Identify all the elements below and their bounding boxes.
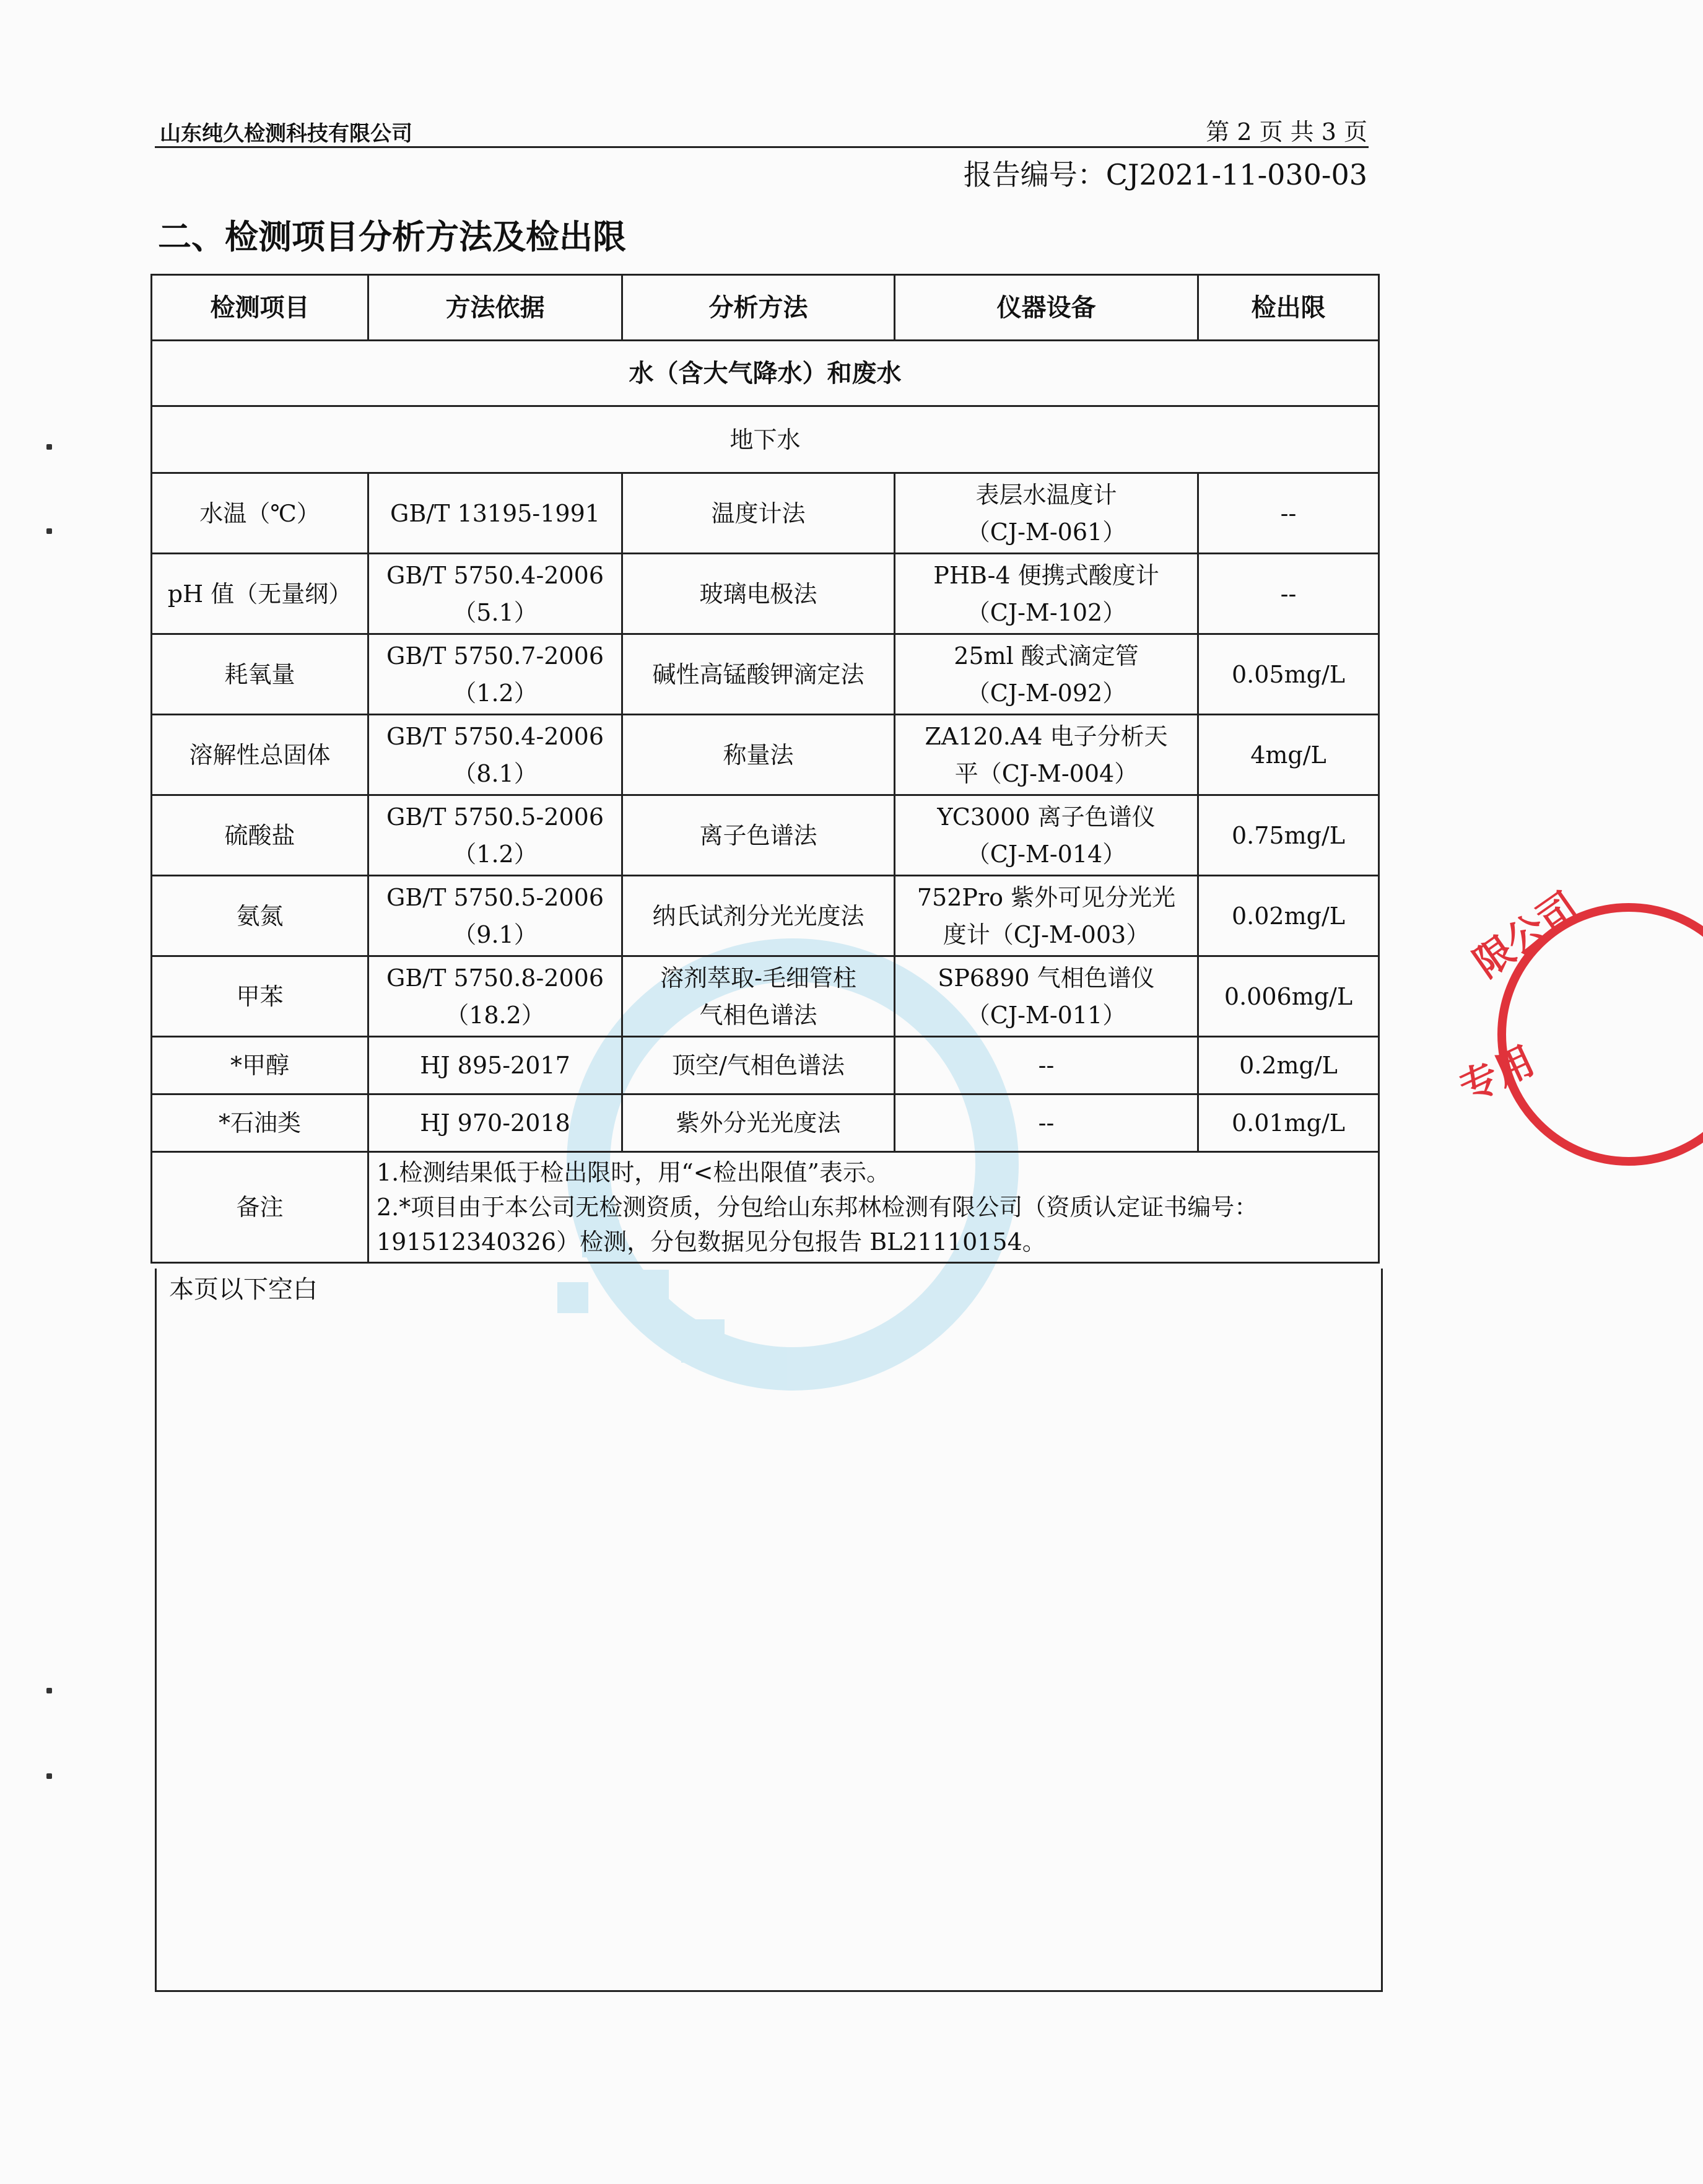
- column-header: 检测项目: [152, 275, 368, 341]
- method-cell: 顶空/气相色谱法: [622, 1037, 895, 1094]
- limit-cell: 0.75mg/L: [1198, 795, 1379, 876]
- subcategory-row: [152, 406, 1379, 473]
- instrument-cell: ZA120.A4 电子分析天 平（CJ-M-004）: [895, 715, 1198, 795]
- method-cell: 紫外分光光度法: [622, 1094, 895, 1152]
- item-cell: *石油类: [152, 1094, 368, 1152]
- item-cell: 硫酸盐: [152, 795, 368, 876]
- seal-text-bottom: 专用: [1452, 1037, 1541, 1111]
- limit-cell: 0.2mg/L: [1198, 1037, 1379, 1094]
- table-row: [152, 876, 1379, 956]
- item-cell: 耗氧量: [152, 634, 368, 715]
- binder-hole: [46, 1773, 52, 1779]
- category-row: [152, 341, 1379, 406]
- method-cell: 称量法: [622, 715, 895, 795]
- method-cell: 温度计法: [622, 473, 895, 554]
- company-name: 山东纯久检测科技有限公司: [160, 121, 412, 146]
- method-cell: 玻璃电极法: [622, 554, 895, 634]
- company-seal-icon: [1443, 883, 1703, 1171]
- header-divider: [155, 146, 1369, 148]
- table-header-row: [152, 275, 1379, 341]
- report-number: 报告编号：CJ2021-11-030-03: [963, 158, 1367, 191]
- column-header: 仪器设备: [895, 275, 1198, 341]
- table-row: [152, 956, 1379, 1037]
- basis-cell: GB/T 5750.4-2006 （5.1）: [368, 554, 622, 634]
- category-label: 水（含大气降水）和废水: [152, 341, 1379, 406]
- limit-cell: 0.006mg/L: [1198, 956, 1379, 1037]
- method-cell: 纳氏试剂分光光度法: [622, 876, 895, 956]
- basis-cell: GB/T 5750.5-2006 （9.1）: [368, 876, 622, 956]
- note-line: 2.*项目由于本公司无检测资质，分包给山东邦林检测有限公司（资质认定证书编号：191512340326）检测，分包数据见分包报告 BL21110154。: [377, 1194, 1258, 1256]
- instrument-cell: 752Pro 紫外可见分光光 度计（CJ-M-003）: [895, 876, 1198, 956]
- table-row: [152, 795, 1379, 876]
- notes-cell: [368, 1152, 1379, 1263]
- item-cell: *甲醇: [152, 1037, 368, 1094]
- table-row: [152, 1037, 1379, 1094]
- item-cell: 甲苯: [152, 956, 368, 1037]
- basis-cell: GB/T 5750.5-2006 （1.2）: [368, 795, 622, 876]
- instrument-cell: PHB-4 便携式酸度计 （CJ-M-102）: [895, 554, 1198, 634]
- page-info: 第 2 页 共 3 页: [1206, 118, 1367, 146]
- item-cell: 溶解性总固体: [152, 715, 368, 795]
- limit-cell: 0.01mg/L: [1198, 1094, 1379, 1152]
- instrument-cell: 25ml 酸式滴定管 （CJ-M-092）: [895, 634, 1198, 715]
- seal-text-top: 限公司: [1465, 883, 1586, 987]
- table-row: [152, 554, 1379, 634]
- binder-hole: [46, 444, 52, 450]
- table-row: [152, 1094, 1379, 1152]
- column-header: 检出限: [1198, 275, 1379, 341]
- instrument-cell: 表层水温度计 （CJ-M-061）: [895, 473, 1198, 554]
- basis-cell: GB/T 5750.4-2006 （8.1）: [368, 715, 622, 795]
- instrument-cell: SP6890 气相色谱仪 （CJ-M-011）: [895, 956, 1198, 1037]
- method-cell: 溶剂萃取-毛细管柱 气相色谱法: [622, 956, 895, 1037]
- blank-note: 本页以下空白: [169, 1275, 318, 1304]
- blank-area: [155, 1269, 1383, 1992]
- notes-label: 备注: [152, 1152, 368, 1263]
- item-cell: 水温（℃）: [152, 473, 368, 554]
- table-row: [152, 715, 1379, 795]
- limit-cell: --: [1198, 554, 1379, 634]
- column-header: 分析方法: [622, 275, 895, 341]
- instrument-cell: --: [895, 1094, 1198, 1152]
- instrument-cell: --: [895, 1037, 1198, 1094]
- subcategory-label: 地下水: [152, 406, 1379, 473]
- basis-cell: GB/T 5750.7-2006 （1.2）: [368, 634, 622, 715]
- instrument-cell: YC3000 离子色谱仪 （CJ-M-014）: [895, 795, 1198, 876]
- limit-cell: 0.05mg/L: [1198, 634, 1379, 715]
- table-row: [152, 473, 1379, 554]
- binder-hole: [46, 528, 52, 534]
- basis-cell: GB/T 13195-1991: [368, 473, 622, 554]
- notes-row: [152, 1152, 1379, 1263]
- item-cell: pH 值（无量纲）: [152, 554, 368, 634]
- basis-cell: HJ 895-2017: [368, 1037, 622, 1094]
- limit-cell: 0.02mg/L: [1198, 876, 1379, 956]
- basis-cell: GB/T 5750.8-2006 （18.2）: [368, 956, 622, 1037]
- limit-cell: --: [1198, 473, 1379, 554]
- binder-hole: [46, 1688, 52, 1693]
- method-cell: 离子色谱法: [622, 795, 895, 876]
- basis-cell: HJ 970-2018: [368, 1094, 622, 1152]
- note-line: 1.检测结果低于检出限时，用“<检出限值”表示。: [377, 1159, 890, 1186]
- section-title: 二、检测项目分析方法及检出限: [158, 217, 626, 256]
- method-table: [150, 274, 1380, 1264]
- method-cell: 碱性高锰酸钾滴定法: [622, 634, 895, 715]
- table-row: [152, 634, 1379, 715]
- column-header: 方法依据: [368, 275, 622, 341]
- item-cell: 氨氮: [152, 876, 368, 956]
- limit-cell: 4mg/L: [1198, 715, 1379, 795]
